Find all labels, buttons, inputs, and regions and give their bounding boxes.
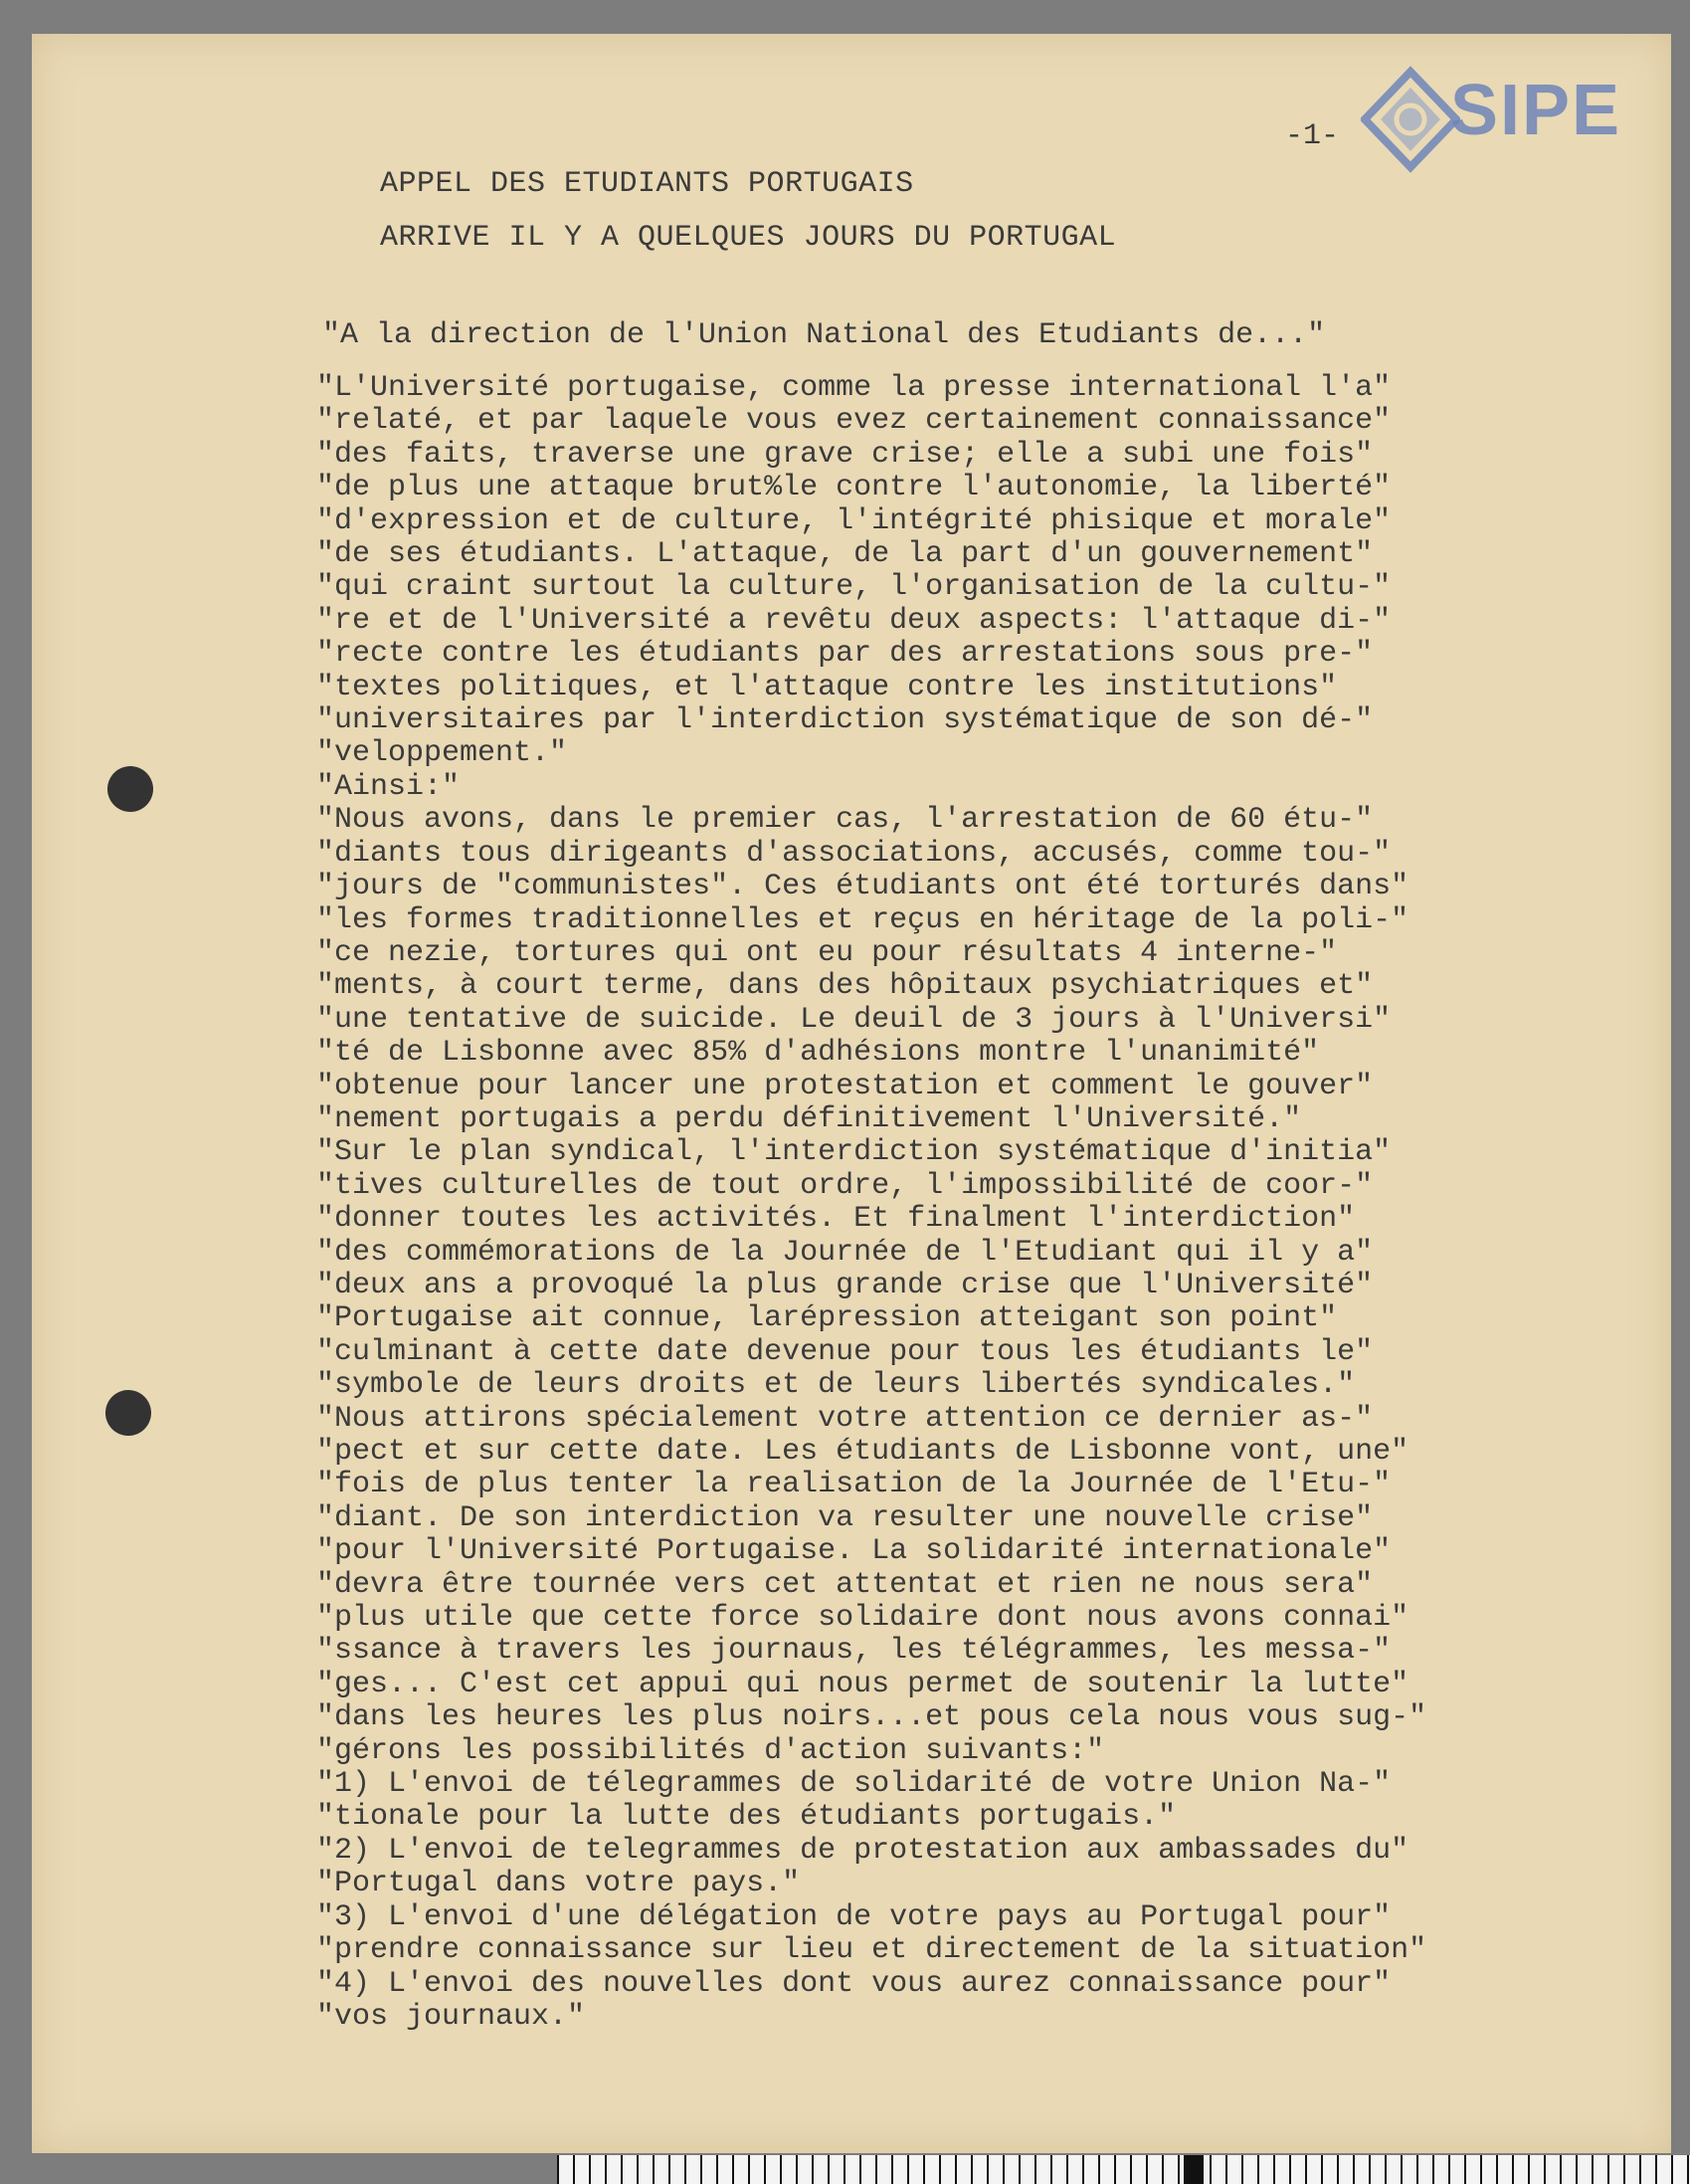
body-line: "pour l'Université Portugaise. La solidarité internationale" (316, 1534, 1392, 1569)
stamp-label: SIPE (1450, 71, 1622, 150)
body-line: "re et de l'Université a revêtu deux aspects: l'attaque di-" (316, 603, 1392, 638)
body-line: "deux ans a provoqué la plus grande crise que l'Université" (316, 1268, 1374, 1302)
body-line: "des commémorations de la Journée de l'Etudiant qui il y a" (316, 1235, 1374, 1270)
body-line: "pect et sur cette date. Les étudiants de Lisbonne vont, une" (316, 1435, 1409, 1469)
body-line: "culminant à cette date devenue pour tous les étudiants le" (316, 1334, 1374, 1369)
body-line: "devra être tournée vers cet attentat et rien ne nous sera" (316, 1567, 1374, 1602)
body-line: "de plus une attaque brut%le contre l'autonomie, la liberté" (316, 471, 1392, 505)
body-line: "jours de "communistes". Ces étudiants ont été torturés dans" (316, 870, 1409, 904)
body-line: "3) L'envoi d'une délégation de votre pays au Portugal pour" (316, 1899, 1392, 1934)
body-line: "2) L'envoi de telegrammes de protestation aux ambassades du" (316, 1833, 1409, 1868)
body-line: "té de Lisbonne avec 85% d'adhésions montre l'unanimité" (316, 1036, 1320, 1071)
document-title-line-2: ARRIVE IL Y A QUELQUES JOURS DU PORTUGAL (380, 221, 1117, 255)
body-line: "ssance à travers les journaus, les télégrammes, les messa-" (316, 1634, 1392, 1669)
body-line: "diant. De son interdiction va resulter une nouvelle crise" (316, 1500, 1374, 1535)
body-line: "donner toutes les activités. Et finalment l'interdiction" (316, 1202, 1356, 1237)
body-line: "plus utile que cette force solidaire dont nous avons connai" (316, 1601, 1409, 1636)
sipe-stamp (1361, 66, 1622, 173)
body-line: "les formes traditionnelles et reçus en héritage de la poli-" (316, 902, 1409, 937)
body-line: "Portugal dans votre pays." (316, 1867, 801, 1901)
body-line: "dans les heures les plus noirs...et pous cela nous vous sug-" (316, 1700, 1427, 1735)
body-line: "4) L'envoi des nouvelles dont vous aurez connaissance pour" (316, 1966, 1392, 2001)
body-line: "qui craint surtout la culture, l'organisation de la cultu-" (316, 570, 1392, 605)
body-line: "des faits, traverse une grave crise; elle a subi une fois" (316, 437, 1374, 472)
body-line: "fois de plus tenter la realisation de la Journée de l'Etu-" (316, 1468, 1392, 1502)
scale-ruler (557, 2155, 1690, 2184)
punch-hole-bottom (105, 1390, 151, 1436)
body-line: "gérons les possibilités d'action suivants:" (316, 1733, 1105, 1768)
body-line: "1) L'envoi de télegrammes de solidarité de votre Union Na-" (316, 1767, 1392, 1802)
body-line: "relaté, et par laquele vous evez certainement connaissance" (316, 404, 1392, 439)
letter-body (316, 372, 1426, 2034)
body-line: "de ses étudiants. L'attaque, de la part d'un gouvernement" (316, 537, 1374, 572)
body-line: "Nous avons, dans le premier cas, l'arrestation de 60 étu-" (316, 803, 1374, 838)
body-line: "ce nezie, tortures qui ont eu pour résultats 4 interne-" (316, 935, 1338, 970)
page-number: -1- (1285, 119, 1340, 153)
body-line: "Sur le plan syndical, l'interdiction systématique d'initia" (316, 1135, 1392, 1170)
body-line: "recte contre les étudiants par des arrestations sous pre-" (316, 637, 1374, 672)
body-line: "symbole de leurs droits et de leurs libertés syndicales." (316, 1368, 1356, 1403)
body-line: "ments, à court terme, dans des hôpitaux psychiatriques et" (316, 969, 1374, 1004)
body-line: "nement portugais a perdu définitivement l'Université." (316, 1101, 1302, 1136)
punch-hole-top (107, 766, 153, 812)
body-line: "une tentative de suicide. Le deuil de 3 jours à l'Universi" (316, 1002, 1392, 1037)
body-line: "tionale pour la lutte des étudiants portugais." (316, 1800, 1177, 1835)
body-line: "diants tous dirigeants d'associations, accusés, comme tou-" (316, 836, 1392, 871)
body-line: "veloppement." (316, 736, 568, 771)
body-line: "prendre connaissance sur lieu et directement de la situation" (316, 1933, 1427, 1968)
body-line: "textes politiques, et l'attaque contre les institutions" (316, 670, 1338, 704)
body-line: "obtenue pour lancer une protestation et comment le gouver" (316, 1069, 1374, 1103)
body-line: "ges... C'est cet appui qui nous permet de soutenir la lutte" (316, 1667, 1409, 1701)
body-line: "Ainsi:" (316, 769, 461, 804)
document-title-line-1: APPEL DES ETUDIANTS PORTUGAIS (380, 167, 914, 201)
body-line: "L'Université portugaise, comme la presse international l'a" (316, 371, 1392, 405)
body-line: "vos journaux." (316, 1999, 586, 2034)
body-line: "d'expression et de culture, l'intégrité phisique et morale" (316, 503, 1392, 538)
body-line: "Portugaise ait connue, larépression atteigant son point" (316, 1301, 1338, 1336)
letter-address: "A la direction de l'Union National des Etudiants de..." (322, 318, 1326, 352)
body-line: "Nous attirons spécialement votre attention ce dernier as-" (316, 1401, 1374, 1436)
body-line: "universitaires par l'interdiction systématique de son dé-" (316, 703, 1374, 738)
diamond-emblem-icon (1361, 66, 1460, 173)
ruler-marker (1184, 2155, 1204, 2184)
body-line: "tives culturelles de tout ordre, l'impossibilité de coor-" (316, 1168, 1374, 1203)
